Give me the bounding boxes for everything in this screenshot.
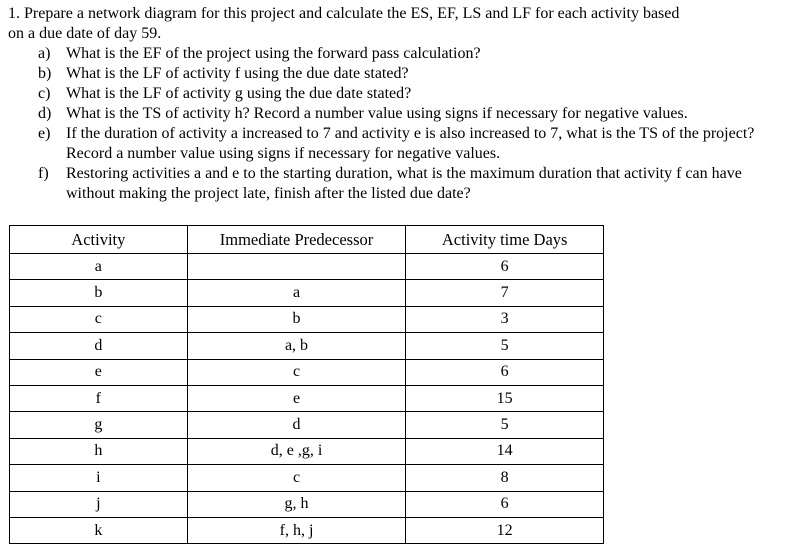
table-row: [10, 517, 604, 543]
cell-activity: f: [10, 385, 188, 411]
cell-predecessor: a: [187, 280, 406, 306]
sub-question-text: What is the EF of the project using the forward pass calculation?: [66, 45, 481, 62]
sub-question-c: [8, 84, 788, 104]
sub-question-text: What is the LF of activity g using the due date stated?: [66, 85, 412, 102]
question-block: [8, 4, 788, 204]
table-row: [10, 359, 604, 385]
cell-predecessor: c: [187, 465, 406, 491]
sub-question-b: [8, 64, 788, 84]
table-row: [10, 306, 604, 332]
cell-activity: g: [10, 412, 188, 438]
cell-days: 3: [406, 306, 604, 332]
cell-predecessor: c: [187, 359, 406, 385]
table-row: [10, 465, 604, 491]
sub-question-letter: e): [38, 125, 51, 142]
cell-predecessor: a, b: [187, 333, 406, 359]
sub-question-text: What is the LF of activity f using the due date stated?: [66, 65, 409, 82]
cell-days: 12: [406, 517, 604, 543]
table-row: [10, 280, 604, 306]
cell-days: 6: [406, 359, 604, 385]
table-row: [10, 412, 604, 438]
cell-predecessor: b: [187, 306, 406, 332]
sub-question-text: Restoring activities a and e to the starting duration, what is the maximum duration that activity f can have without making the project late, finish after the listed due date?: [66, 165, 742, 202]
sub-question-e: [8, 124, 788, 164]
sub-question-text: If the duration of activity a increased to 7 and activity e is also increased to 7, what is the TS of the project? Record a number value using signs if necessary for negative values.: [66, 125, 755, 162]
cell-predecessor: d, e ,g, i: [187, 438, 406, 464]
table-row: [10, 385, 604, 411]
header-days: Activity time Days: [406, 226, 604, 254]
cell-activity: e: [10, 359, 188, 385]
cell-activity: j: [10, 491, 188, 517]
cell-activity: h: [10, 438, 188, 464]
cell-days: 6: [406, 254, 604, 280]
header-activity: Activity: [10, 226, 188, 254]
table-row: [10, 333, 604, 359]
cell-days: 5: [406, 333, 604, 359]
sub-question-letter: d): [38, 105, 52, 122]
table-row: [10, 438, 604, 464]
sub-question-letter: f): [38, 165, 49, 182]
cell-days: 7: [406, 280, 604, 306]
cell-predecessor: g, h: [187, 491, 406, 517]
cell-predecessor: d: [187, 412, 406, 438]
sub-question-letter: b): [38, 65, 52, 82]
sub-question-f: [8, 164, 788, 204]
sub-question-d: [8, 104, 788, 124]
sub-question-letter: a): [38, 45, 51, 62]
question-line-2: on a due date of day 59.: [8, 25, 162, 42]
table-header-row: [10, 226, 604, 254]
cell-activity: i: [10, 465, 188, 491]
table-row: [10, 491, 604, 517]
cell-predecessor: e: [187, 385, 406, 411]
cell-activity: c: [10, 306, 188, 332]
sub-question-a: [8, 44, 788, 64]
question-line-1: 1. Prepare a network diagram for this project and calculate the ES, EF, LS and LF for each activity based: [8, 5, 680, 22]
sub-question-text: What is the TS of activity h? Record a number value using signs if necessary for negative values.: [66, 105, 688, 122]
table-row: [10, 254, 604, 280]
cell-activity: k: [10, 517, 188, 543]
cell-predecessor: [187, 254, 406, 280]
sub-question-list: [8, 44, 788, 204]
cell-predecessor: f, h, j: [187, 517, 406, 543]
cell-activity: b: [10, 280, 188, 306]
sub-question-letter: c): [38, 85, 51, 102]
cell-days: 8: [406, 465, 604, 491]
cell-activity: a: [10, 254, 188, 280]
activity-table: [9, 225, 604, 544]
cell-days: 14: [406, 438, 604, 464]
header-predecessor: Immediate Predecessor: [187, 226, 406, 254]
cell-days: 5: [406, 412, 604, 438]
cell-activity: d: [10, 333, 188, 359]
cell-days: 15: [406, 385, 604, 411]
cell-days: 6: [406, 491, 604, 517]
